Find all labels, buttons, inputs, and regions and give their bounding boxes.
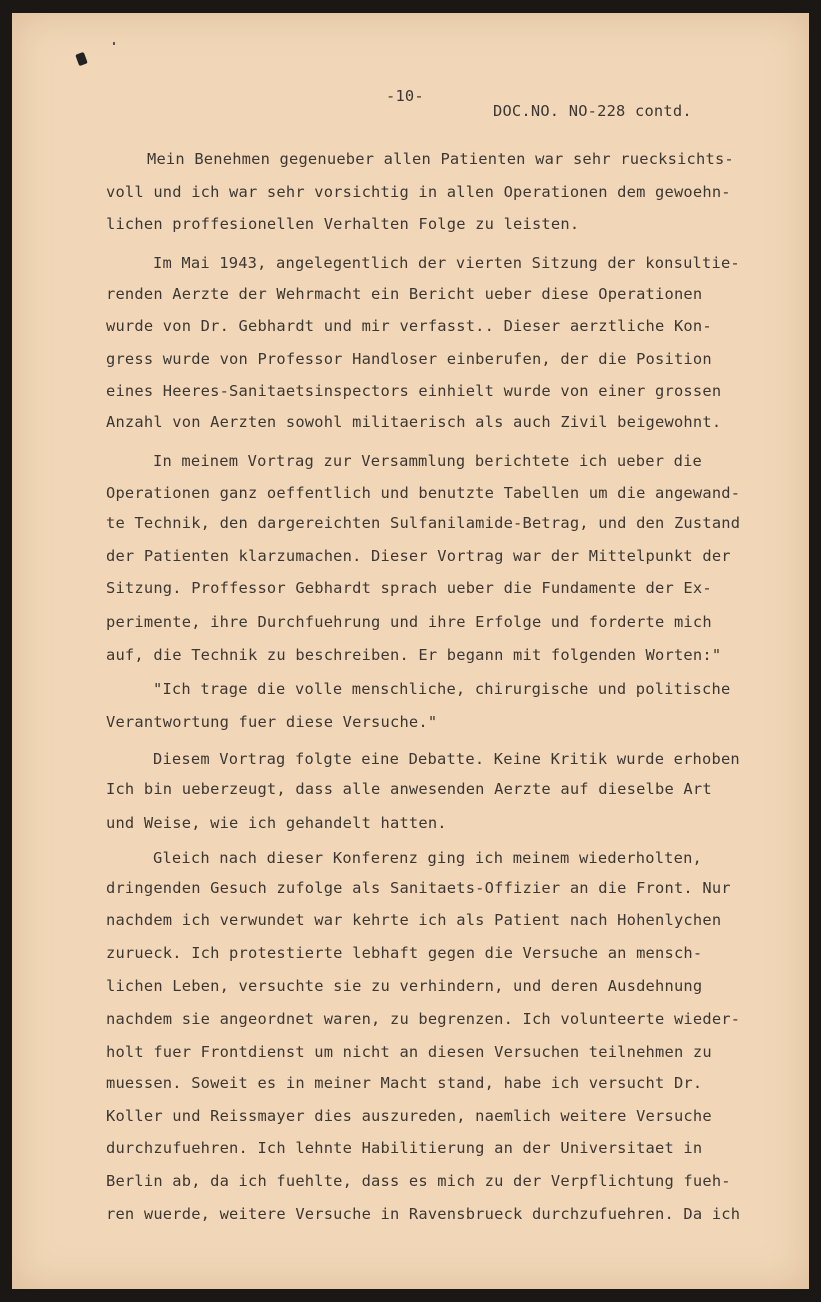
text-line: Verantwortung fuer diese Versuche.": [106, 713, 438, 731]
text-line: Mein Benehmen gegenueber allen Patienten war sehr ruecksichts-: [147, 150, 734, 168]
text-line: Koller und Reissmayer dies auszureden, naemlich weitere Versuche: [106, 1107, 712, 1125]
text-line: "Ich trage die volle menschliche, chirurgische und politische: [153, 680, 731, 698]
text-line: Berlin ab, da ich fuehlte, dass es mich zu der Verpflichtung fueh-: [106, 1172, 731, 1190]
text-line: renden Aerzte der Wehrmacht ein Bericht ueber diese Operationen: [106, 285, 703, 303]
text-line: In meinem Vortrag zur Versammlung berichtete ich ueber die: [153, 452, 703, 470]
text-line: nachdem ich verwundet war kehrte ich als Patient nach Hohenlychen: [106, 911, 722, 929]
text-line: der Patienten klarzumachen. Dieser Vortrag war der Mittelpunkt der: [106, 547, 731, 565]
text-line: nachdem sie angeordnet waren, zu begrenzen. Ich volunteerte wieder-: [106, 1010, 741, 1028]
text-line: Operationen ganz oeffentlich und benutzte Tabellen um die angewand-: [106, 484, 741, 502]
text-line: durchzufuehren. Ich lehnte Habilitierung an der Universitaet in: [106, 1139, 703, 1157]
text-line: ren wuerde, weitere Versuche in Ravensbrueck durchzufuehren. Da ich: [106, 1205, 741, 1223]
text-line: zurueck. Ich protestierte lebhaft gegen die Versuche an mensch-: [106, 944, 703, 962]
text-line: gress wurde von Professor Handloser einberufen, der die Position: [106, 350, 712, 368]
text-line: eines Heeres-Sanitaetsinspectors einhielt wurde von einer grossen: [106, 382, 722, 400]
text-line: Anzahl von Aerzten sowohl militaerisch als auch Zivil beigewohnt.: [106, 413, 722, 431]
text-line: Gleich nach dieser Konferenz ging ich meinem wiederholten,: [153, 849, 703, 867]
page-number: -10-: [386, 87, 424, 105]
text-line: dringenden Gesuch zufolge als Sanitaets-Offizier an die Front. Nur: [106, 879, 731, 897]
text-line: muessen. Soweit es in meiner Macht stand, habe ich versucht Dr.: [106, 1074, 703, 1092]
text-line: Ich bin ueberzeugt, dass alle anwesenden Aerzte auf dieselbe Art: [106, 780, 712, 798]
text-line: wurde von Dr. Gebhardt und mir verfasst.. Dieser aerztliche Kon-: [106, 317, 712, 335]
text-line: lichen proffesionellen Verhalten Folge zu leisten.: [106, 215, 580, 233]
text-line: und Weise, wie ich gehandelt hatten.: [106, 814, 447, 832]
text-line: Sitzung. Proffessor Gebhardt sprach ueber die Fundamente der Ex-: [106, 579, 712, 597]
text-line: voll und ich war sehr vorsichtig in allen Operationen dem gewoehn-: [106, 183, 731, 201]
text-line: te Technik, den dargereichten Sulfanilamide-Betrag, und den Zustand: [106, 514, 741, 532]
text-line: perimente, ihre Durchfuehrung und ihre Erfolge und forderte mich: [106, 613, 712, 631]
text-line: Im Mai 1943, angelegentlich der vierten Sitzung der konsultie-: [153, 254, 740, 272]
text-line: auf, die Technik zu beschreiben. Er begann mit folgenden Worten:": [106, 646, 722, 664]
text-line: holt fuer Frontdienst um nicht an diesen Versuchen teilnehmen zu: [106, 1043, 712, 1061]
document-reference: DOC.NO. NO-228 contd.: [493, 102, 692, 120]
text-line: lichen Leben, versuchte sie zu verhindern, und deren Ausdehnung: [106, 977, 703, 995]
text-line: Diesem Vortrag folgte eine Debatte. Keine Kritik wurde erhoben: [153, 750, 740, 768]
